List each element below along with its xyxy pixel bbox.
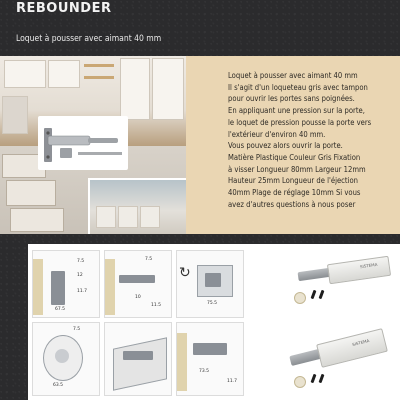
diagram-cell bbox=[104, 322, 172, 396]
diagram-cell bbox=[176, 322, 244, 396]
washer-icon bbox=[294, 292, 306, 304]
latch-brand-label: SISTEMA bbox=[351, 337, 370, 348]
product-subtitle: Loquet à pousser avec aimant 40 mm bbox=[16, 34, 162, 44]
screw-icon bbox=[311, 290, 317, 299]
dimension-label: 73.5 bbox=[199, 369, 210, 374]
description-line: l'extérieur d'environ 40 mm. bbox=[228, 129, 326, 139]
dimension-label: 67.5 bbox=[55, 307, 66, 312]
diagram-cell bbox=[104, 250, 172, 318]
description-line: Matière Plastique Couleur Gris Fixation bbox=[228, 152, 361, 162]
description-line: Hauteur 25mm Longueur de l'éjection bbox=[228, 176, 359, 186]
latch-product-image bbox=[38, 116, 128, 170]
dimension-label: 7.5 bbox=[145, 257, 153, 262]
kitchen-photo-inset bbox=[88, 178, 186, 234]
description-line: Vous pouvez alors ouvrir la porte. bbox=[228, 141, 343, 151]
screw-icon bbox=[311, 374, 317, 383]
dimension-label: 10 bbox=[135, 295, 141, 300]
dimension-label: 11.7 bbox=[227, 379, 238, 384]
description-line: pour ouvrir les portes sans poignées. bbox=[228, 94, 355, 104]
latch-brand-label: SISTEMA bbox=[359, 261, 378, 270]
latch-product-top bbox=[274, 248, 398, 318]
description-line: En appliquant une pression sur la porte, bbox=[228, 106, 365, 116]
latch-product-bottom bbox=[274, 322, 398, 398]
dimension-label: 12 bbox=[77, 273, 83, 278]
washer-icon bbox=[294, 376, 306, 388]
diagram-cell bbox=[176, 250, 244, 318]
header bbox=[0, 0, 400, 22]
screw-icon bbox=[319, 374, 325, 383]
dimension-label: 11.5 bbox=[151, 303, 162, 308]
rotation-arrow-icon: ↻ bbox=[179, 265, 191, 281]
screw-icon bbox=[319, 290, 325, 299]
dimension-label: 63.5 bbox=[53, 383, 64, 388]
description-panel bbox=[186, 56, 400, 234]
dimension-label: 75.5 bbox=[207, 301, 218, 306]
description-line: Loquet à pousser avec aimant 40 mm bbox=[228, 71, 358, 80]
description-line: avez d'autres questions à nous poser bbox=[228, 199, 356, 209]
diagram-cell bbox=[32, 322, 100, 396]
dimension-label: 7.5 bbox=[73, 327, 81, 332]
description-line: 40mm Plage de réglage 10mm Si vous bbox=[228, 188, 361, 198]
dimension-label: 7.5 bbox=[77, 259, 85, 264]
description-line: Il s'agit d'un loqueteau gris avec tampon bbox=[228, 82, 368, 92]
kitchen-photo-collage bbox=[0, 56, 186, 234]
brand-title: REBOUNDER bbox=[16, 1, 112, 16]
dimension-label: 11.7 bbox=[77, 289, 88, 294]
diagram-cell bbox=[32, 250, 100, 318]
description-line: à visser Longueur 80mm Largeur 12mm bbox=[228, 164, 366, 174]
description-line: le loquet de pression pousse la porte vers bbox=[228, 117, 372, 127]
description-text bbox=[228, 70, 396, 210]
installation-diagrams bbox=[28, 244, 400, 400]
